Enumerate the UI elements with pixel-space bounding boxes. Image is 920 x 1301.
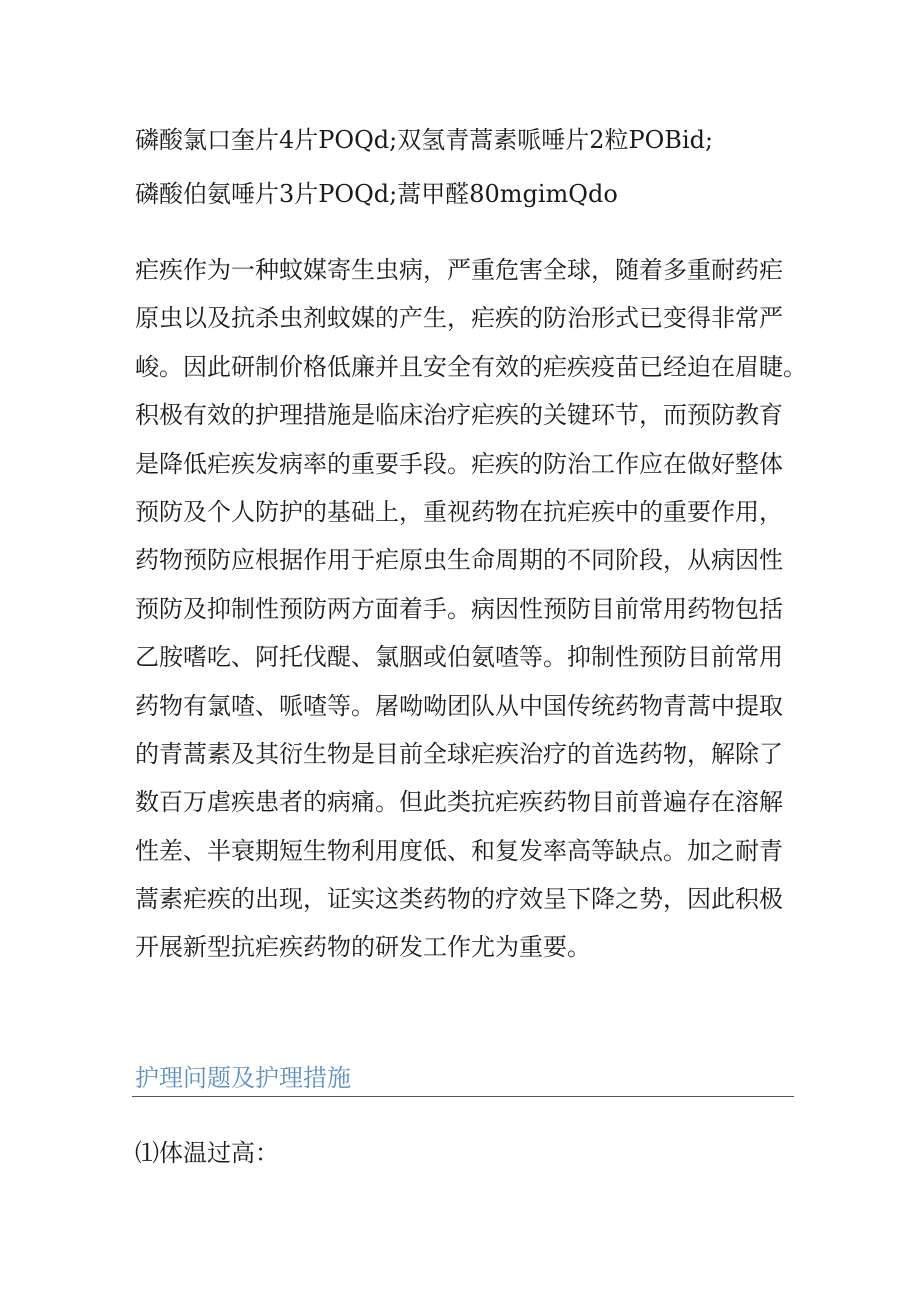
paragraph-line: 乙胺嗜吃、阿托伐醍、氯胭或伯氨喳等。抑制性预防目前常用: [135, 643, 783, 672]
paragraph-line: 数百万虐疾患者的病痛。但此类抗疟疾药物目前普遍存在溶解: [135, 788, 783, 817]
prescription-block: [135, 113, 795, 221]
paragraph-line: 积极有效的护理措施是临床治疗疟疾的关键环节，而预防教育: [135, 401, 783, 430]
prescription-line: 磷酸伯氨唾片3片POQd;蒿甲醛80mgimQdo: [135, 180, 618, 208]
paragraph-line: 药物有氯喳、哌喳等。屠呦呦团队从中国传统药物青蒿中提取: [135, 691, 783, 720]
paragraph-line: 性差、半衰期短生物利用度低、和复发率高等缺点。加之耐青: [135, 836, 783, 865]
paragraph-line: 预防及抑制性预防两方面着手。病因性预防目前常用药物包括: [135, 594, 783, 623]
paragraph-line: 峻。因此研制价格低廉并且安全有效的疟疾疫苗已经迫在眉睫。: [135, 352, 807, 381]
paragraph-line: 原虫以及抗杀虫剂蚊媒的产生，疟疾的防治形式已变得非常严: [135, 304, 783, 333]
paragraph-line: 疟疾作为一种蚊媒寄生虫病，严重危害全球，随着多重耐药疟: [135, 256, 783, 284]
body-paragraph: [135, 246, 807, 972]
paragraph-line: 的青蒿素及其衍生物是目前全球疟疾治疗的首选药物，解除了: [135, 739, 783, 768]
paragraph-line: 药物预防应根据作用于疟原虫生命周期的不同阶段，从病因性: [135, 546, 783, 575]
numbered-subheading: ⑴体温过高：: [135, 1139, 279, 1167]
paragraph-line: 开展新型抗疟疾药物的研发工作尤为重要。: [135, 933, 591, 962]
heading-underline-divider: [132, 1096, 794, 1097]
prescription-line: 磷酸氯口奎片4片POQd;双氢青蒿素哌唾片2粒POBid;: [135, 126, 714, 154]
paragraph-line: 蒿素疟疾的出现，证实这类药物的疗效呈下降之势，因此积极: [135, 885, 783, 914]
paragraph-line: 预防及个人防护的基础上，重视药物在抗疟疾中的重要作用，: [135, 497, 783, 526]
paragraph-line: 是降低疟疾发病率的重要手段。疟疾的防治工作应在做好整体: [135, 449, 783, 478]
section-heading: 护理问题及护理措施: [135, 1064, 351, 1092]
